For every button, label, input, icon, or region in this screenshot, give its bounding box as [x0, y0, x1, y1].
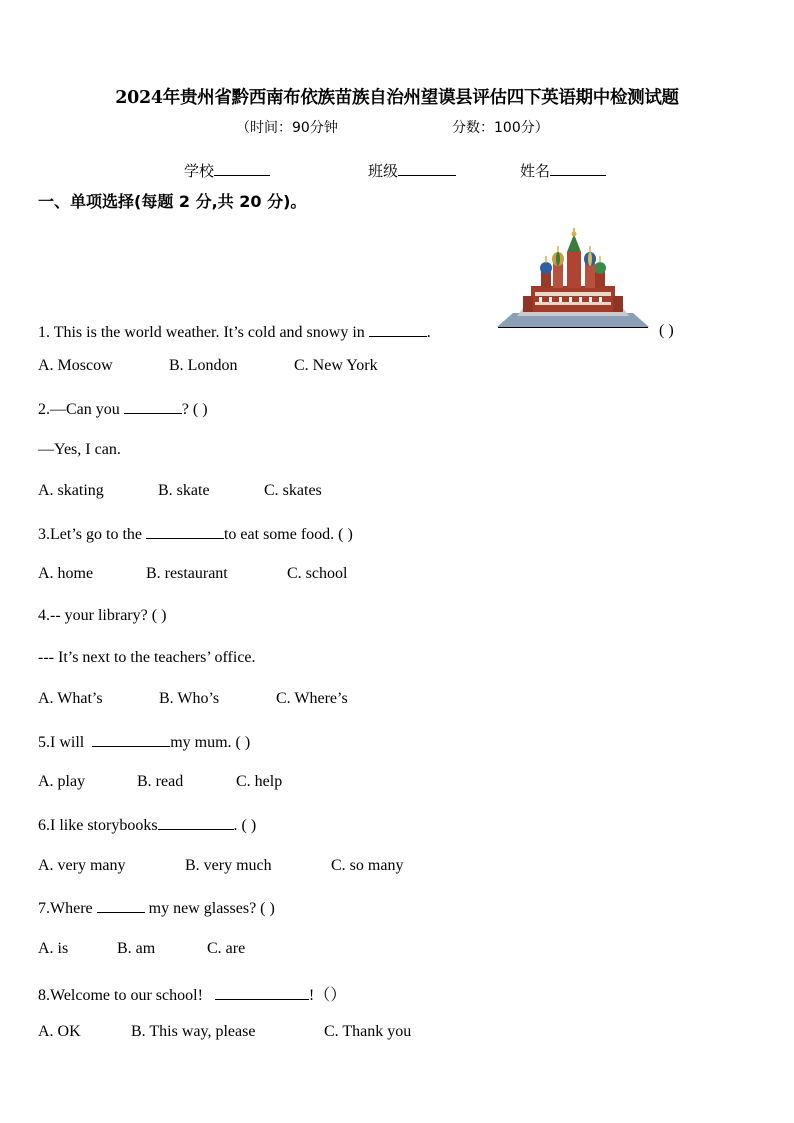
question-1-stem: 1. This is the world weather. It’s cold and snowy in — [38, 324, 365, 341]
option-a[interactable]: A. is — [38, 940, 69, 957]
question-1-blank[interactable] — [369, 322, 427, 337]
question-7-options — [38, 940, 245, 958]
option-c[interactable]: C. New York — [294, 357, 378, 374]
question-1-options — [38, 357, 378, 375]
name-field — [520, 160, 606, 181]
option-a[interactable]: A. very many — [38, 857, 126, 874]
question-2-stem: 2.—Can you — [38, 401, 120, 418]
question-5-stem: 5.I will — [38, 734, 85, 751]
question-3 — [38, 524, 353, 544]
question-5 — [38, 732, 250, 752]
school-label: 学校 — [184, 162, 215, 180]
question-6-options — [38, 857, 403, 875]
question-4: 4.-- your library? ( ) — [38, 607, 167, 624]
option-a[interactable]: A. home — [38, 565, 94, 582]
question-1-answer[interactable]: ( ) — [659, 322, 674, 339]
option-b[interactable]: B. am — [117, 940, 156, 957]
question-4-options — [38, 690, 348, 708]
option-b[interactable]: B. London — [169, 357, 238, 374]
question-5-blank[interactable] — [92, 732, 170, 747]
question-2-options — [38, 482, 322, 500]
question-3-options — [38, 565, 347, 583]
option-c[interactable]: C. are — [207, 940, 246, 957]
option-b[interactable]: B. skate — [158, 482, 210, 499]
class-field — [368, 160, 456, 181]
image-underline — [498, 327, 648, 328]
question-2-stem-end: ? ( ) — [181, 401, 208, 418]
question-8 — [38, 982, 346, 1005]
moscow-cathedral-image — [497, 226, 649, 330]
name-blank[interactable] — [550, 161, 606, 176]
question-1 — [38, 322, 431, 342]
option-a[interactable]: A. What’s — [38, 690, 103, 707]
option-b[interactable]: B. restaurant — [146, 565, 228, 582]
exam-time: （时间：90分钟 — [236, 120, 338, 136]
option-b[interactable]: B. very much — [185, 857, 272, 874]
cathedral-body — [531, 286, 615, 312]
question-7-stem-end: my new glasses? ( ) — [148, 900, 275, 917]
option-c[interactable]: C. school — [287, 565, 348, 582]
question-5-options — [38, 773, 282, 791]
question-7-stem: 7.Where — [38, 900, 93, 917]
question-8-options — [38, 1023, 411, 1041]
question-4-reply: --- It’s next to the teachers’ office. — [38, 649, 256, 666]
option-c[interactable]: C. Where’s — [276, 690, 348, 707]
question-2-blank[interactable] — [124, 399, 182, 414]
option-c[interactable]: C. help — [236, 773, 283, 790]
option-a[interactable]: A. OK — [38, 1023, 81, 1040]
option-c[interactable]: C. skates — [264, 482, 322, 499]
option-a[interactable]: A. Moscow — [38, 357, 113, 374]
question-3-stem-end: to eat some food. ( ) — [223, 526, 353, 543]
option-c[interactable]: C. Thank you — [324, 1023, 412, 1040]
school-field — [184, 160, 270, 181]
question-8-stem-end: !（） — [308, 987, 347, 1004]
option-b[interactable]: B. This way, please — [131, 1023, 256, 1040]
option-b[interactable]: B. Who’s — [159, 690, 220, 707]
school-blank[interactable] — [214, 161, 270, 176]
question-7-blank[interactable] — [97, 898, 145, 913]
option-a[interactable]: A. skating — [38, 482, 104, 499]
question-3-stem: 3.Let’s go to the — [38, 526, 142, 543]
class-label: 班级 — [368, 162, 399, 180]
exam-score: 分数：100分） — [452, 120, 549, 136]
option-b[interactable]: B. read — [137, 773, 184, 790]
option-c[interactable]: C. so many — [331, 857, 404, 874]
question-1-stem-end: . — [426, 324, 431, 341]
question-6 — [38, 815, 256, 835]
question-8-blank[interactable] — [215, 985, 309, 1000]
class-blank[interactable] — [398, 161, 456, 176]
name-label: 姓名 — [520, 162, 551, 180]
question-3-blank[interactable] — [146, 524, 224, 539]
question-5-stem-end: my mum. ( ) — [170, 734, 251, 751]
question-8-stem: 8.Welcome to our school! — [38, 987, 203, 1004]
question-7 — [38, 898, 275, 918]
page-title: 2024年贵州省黔西南布依族苗族自治州望谟县评估四下英语期中检测试题 — [115, 88, 679, 108]
question-6-stem-end: . ( ) — [233, 817, 257, 834]
option-a[interactable]: A. play — [38, 773, 86, 790]
question-6-blank[interactable] — [158, 815, 234, 830]
question-6-stem: 6.I like storybooks — [38, 817, 158, 834]
question-2 — [38, 399, 208, 419]
question-2-reply: —Yes, I can. — [38, 441, 121, 458]
section-heading: 一、单项选择(每题 2 分,共 20 分)。 — [38, 192, 307, 211]
